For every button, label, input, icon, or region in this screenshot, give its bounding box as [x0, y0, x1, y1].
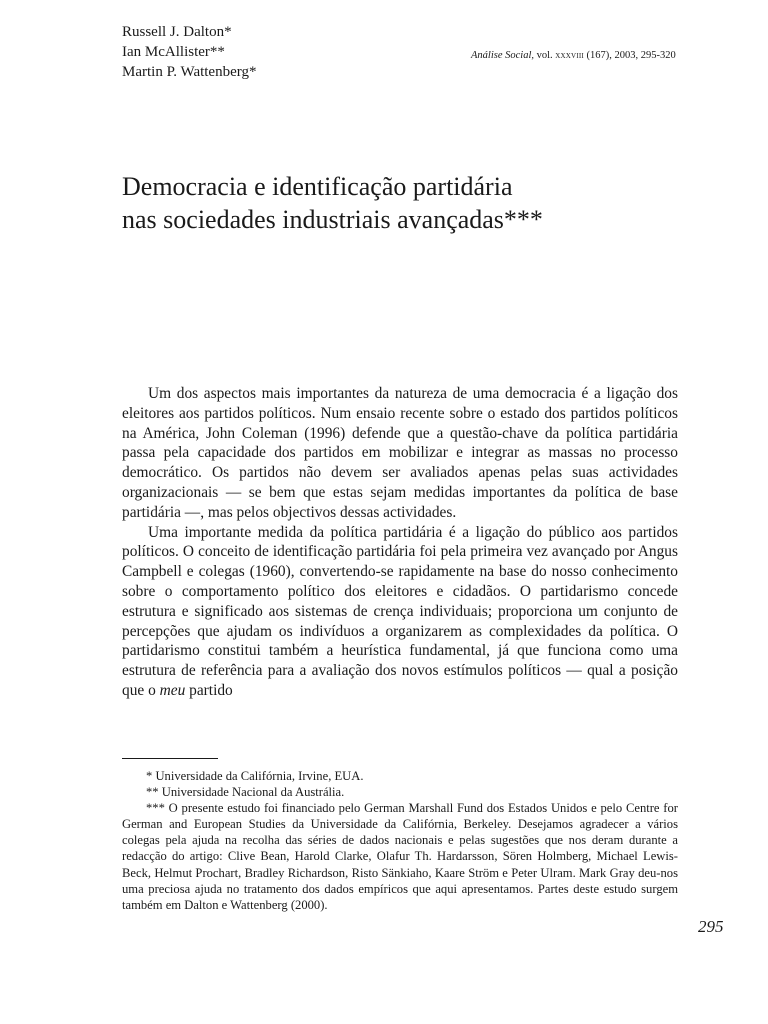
- body-paragraph: Um dos aspectos mais importantes da natureza de uma democracia é a ligação dos eleitores aos partidos políticos. Num ensaio recente sobre o estado dos partidos políticos na América, John Coleman (1996) defende que a questão-chave da política partidária passa pela capacidade dos partidos em mobilizar e integrar as massas no processo democrático. Os partidos não devem ser avaliados apenas pelas suas actividades organizacionais — se bem que estas sejam medidas importantes da política de base partidária —, mas pelos objectivos dessas actividades.: [122, 385, 678, 521]
- article-title: [122, 170, 682, 236]
- body-paragraph: [122, 523, 678, 701]
- author-name: Ian McAllister**: [122, 44, 225, 60]
- footnotes: [122, 768, 678, 913]
- page-number: 295: [698, 917, 724, 936]
- journal-volume: xxxviii: [555, 51, 584, 61]
- journal-name: Análise Social,: [471, 50, 534, 61]
- paragraph-text: Uma importante medida da política partidária é a ligação do público aos partidos políticos. O conceito de identificação partidária foi pela primeira vez avançado por Angus Campbell e colegas (1960), convertendo-se rapidamente na base do nosso conhecimento sobre o comportamento político dos eleitores e cidadãos. O partidarismo concede estrutura e significado aos sistemas de crença individuais; proporciona um conjunto de percepções que ajudam os indivíduos a organizarem as complexidades da política. O partidarismo constitui também a heurística fundamental, já que funciona como uma estrutura de referência para a avaliação dos novos estímulos políticos — qual a posição que o: [122, 523, 678, 699]
- italic-word: meu: [159, 681, 186, 699]
- title-line: nas sociedades industriais avançadas***: [122, 205, 543, 234]
- author-list: [122, 22, 256, 82]
- footnote: ** Universidade Nacional da Austrália.: [146, 785, 345, 800]
- journal-citation: [471, 50, 676, 61]
- footnote: *** O presente estudo foi financiado pelo German Marshall Fund dos Estados Unidos e pelo Centre for German and European Studies da Universidade da Califórnia, Berkeley. Desejamos agradecer a vários colegas pela ajuda na recolha das séries de dados nacionais e pelas sugestões que nos deram durante a redacção do artigo: Clive Bean, Harold Clarke, Olafur Th. Hardarsson, Sören Holmberg, Michael Lewis-Beck, Helmut Prochart, Bradley Richardson, Risto Sänkiaho, Kaare Ström e Peter Ulram. Mark Gray deu-nos uma preciosa ajuda no tratamento dos dados empíricos que aqui apresentamos. Partes deste estudo surgem também em Dalton e Wattenberg (2000).: [122, 801, 678, 912]
- journal-vol-label: vol.: [536, 50, 553, 61]
- footnote-divider: [122, 758, 218, 759]
- author-name: Russell J. Dalton*: [122, 24, 232, 40]
- paragraph-text: partido: [189, 681, 233, 699]
- title-line: Democracia e identificação partidária: [122, 172, 513, 201]
- author-name: Martin P. Wattenberg*: [122, 64, 257, 80]
- journal-issue-year-pages: (167), 2003, 295-320: [586, 50, 676, 61]
- footnote: * Universidade da Califórnia, Irvine, EUA.: [146, 769, 364, 783]
- article-body: [122, 384, 678, 701]
